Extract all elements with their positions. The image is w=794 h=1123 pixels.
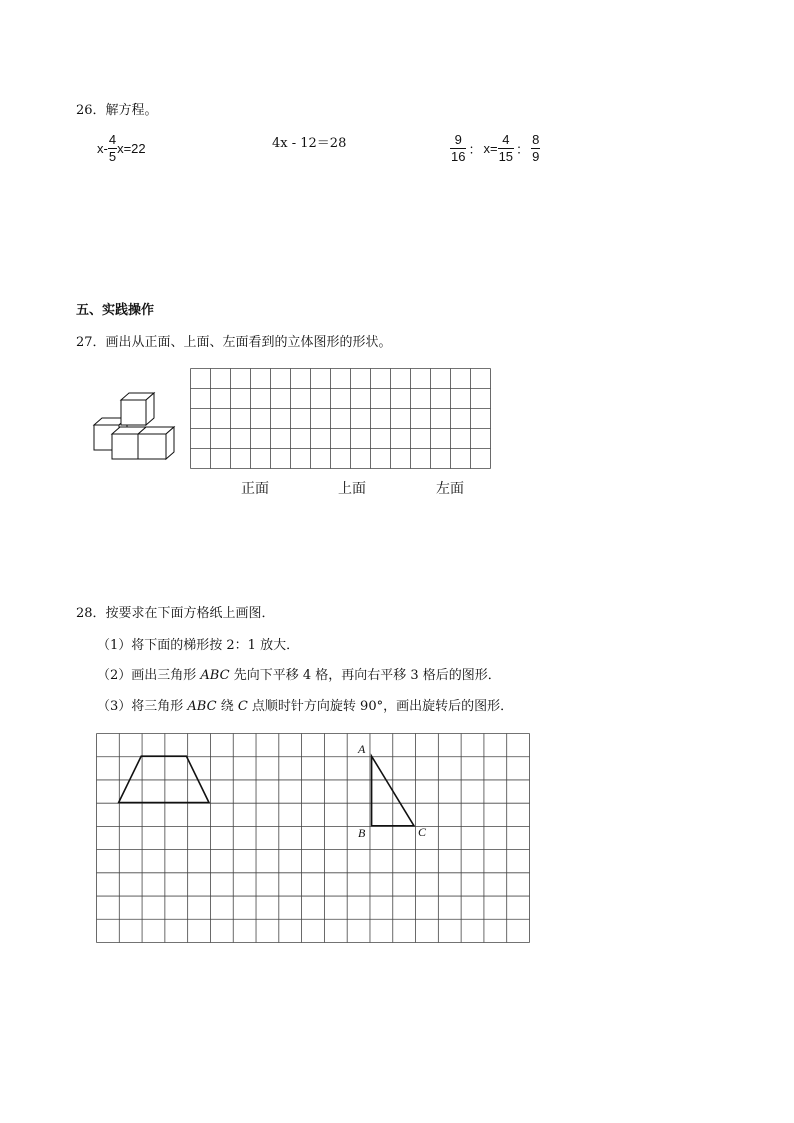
q28-item-1 (97, 638, 299, 654)
triangle-name: ABC (200, 668, 230, 683)
label-left-view: 左面 (436, 481, 464, 497)
numerator: 4 (108, 132, 117, 147)
item-text: 画出三角形 (131, 668, 201, 683)
question-title: 解方程。 (105, 103, 158, 118)
question-28-header (76, 606, 275, 622)
denominator: 9 (532, 149, 540, 164)
fraction (498, 133, 514, 164)
point-label-a: A (358, 742, 366, 756)
item-prefix: （3） (97, 699, 132, 714)
drawing-grid-28[interactable] (96, 733, 530, 943)
q28-item-2 (97, 668, 501, 684)
item-text: 将三角形 (131, 699, 188, 714)
colon: ： (468, 142, 482, 157)
equation-3 (450, 133, 540, 164)
numerator: 4 (502, 132, 510, 147)
question-number: 28． (76, 606, 106, 621)
section-title: 五、实践操作 (76, 303, 155, 318)
item-text: 先向下平移 4 格，再向右平移 3 格后的图形． (229, 668, 501, 683)
equation-text: x=22 (117, 141, 146, 156)
equation-text: x- (97, 141, 108, 156)
fraction (108, 133, 117, 164)
equation-2: 4x - 12＝28 (272, 136, 347, 151)
question-number: 26． (76, 103, 106, 118)
label-top-view: 上面 (338, 481, 366, 497)
item-text: 绕 (216, 699, 238, 714)
trapezoid-shape (119, 756, 209, 802)
triangle-name: ABC (187, 699, 217, 714)
item-text: 将下面的梯形按 2：1 放大． (131, 638, 300, 653)
item-prefix: （1） (97, 638, 132, 653)
drawing-grid-27[interactable] (190, 368, 491, 469)
question-title: 画出从正面、上面、左面看到的立体图形的形状。 (105, 335, 392, 350)
numerator: 8 (532, 132, 540, 147)
question-27-header (76, 335, 392, 351)
denominator: 15 (498, 149, 514, 164)
point-label-b: B (358, 826, 366, 840)
question-26-header (76, 103, 158, 119)
question-title: 按要求在下面方格纸上画图． (105, 606, 275, 621)
question-number: 27． (76, 335, 106, 350)
q28-item-3 (97, 699, 513, 715)
item-text: 点顺时针方向旋转 90°，画出旋转后的图形． (247, 699, 514, 714)
fraction (450, 133, 466, 164)
fraction (531, 133, 540, 164)
item-prefix: （2） (97, 668, 132, 683)
colon: ： (516, 142, 530, 157)
equation-text: x= (483, 141, 498, 156)
cube-solid-figure (88, 390, 183, 465)
denominator: 5 (108, 149, 117, 164)
equation-1 (97, 133, 146, 164)
point-label-c: C (418, 825, 427, 839)
numerator: 9 (454, 132, 462, 147)
point-name: C (237, 699, 248, 714)
denominator: 16 (451, 149, 466, 164)
label-front-view: 正面 (241, 481, 269, 497)
